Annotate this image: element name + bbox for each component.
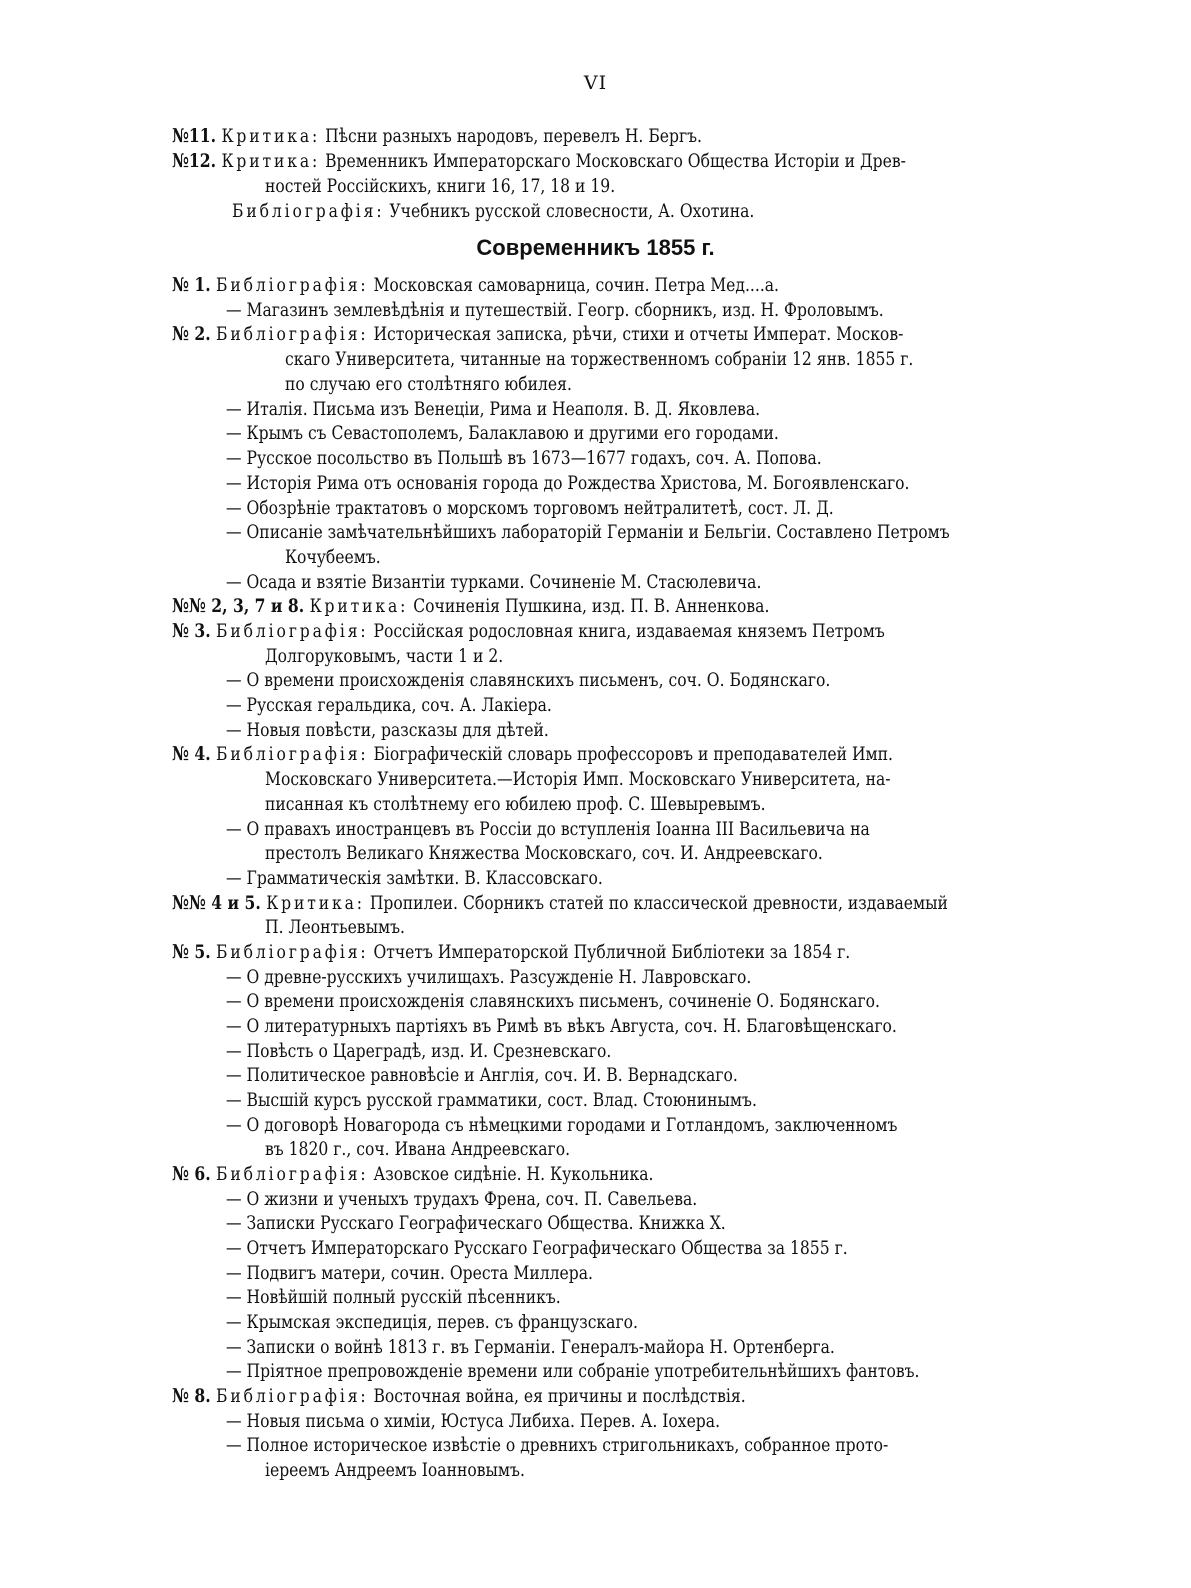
entry-text: Россійская родословная книга, издаваемая княземъ Петромъ	[368, 620, 885, 642]
entry-text: Историческая записка, рѣчи, стихи и отчеты Императ. Москов-	[368, 323, 904, 345]
entry-line	[226, 1088, 757, 1112]
entry-line	[265, 644, 503, 668]
entry-text: — Грамматическія замѣтки. В. Классовскаго.	[226, 867, 603, 889]
entry-line	[172, 1384, 746, 1408]
entry-line	[285, 545, 381, 569]
entry-text: — О времени происхожденія славянскихъ письменъ, соч. О. Бодянскаго.	[226, 669, 831, 691]
entry-line	[265, 1458, 525, 1482]
entry-line	[226, 298, 884, 322]
entry-line	[226, 1285, 561, 1309]
entry-text: Сочиненія Пушкина, изд. П. В. Анненкова.	[408, 595, 770, 617]
issue-number: №12.	[172, 150, 222, 172]
entry-line	[226, 570, 761, 594]
entry-line	[226, 989, 880, 1013]
entry-line	[265, 792, 766, 816]
entry-text: — О жизни и ученыхъ трудахъ Френа, соч. П. Савельева.	[226, 1188, 698, 1210]
entry-line	[226, 1236, 848, 1260]
entry-text: Азовское сидѣніе. Н. Кукольника.	[368, 1163, 654, 1185]
entry-line	[226, 1113, 897, 1137]
entry-text: престолъ Великаго Княжества Московскаго, соч. И. Андреевскаго.	[265, 842, 823, 864]
entry-text: — Русская геральдика, соч. А. Лакіера.	[226, 694, 552, 716]
issue-number: № 4.	[172, 743, 217, 765]
section-title: Современникъ 1855 г.	[476, 235, 715, 260]
category-label: Критика:	[221, 125, 321, 147]
entry-text: — Русское посольство въ Польшѣ въ 1673—1677 годахъ, соч. А. Попова.	[226, 447, 822, 469]
entry-line	[172, 940, 850, 964]
entry-line	[226, 397, 760, 421]
entry-text: скаго Университета, читанные на торжественномъ собраніи 12 янв. 1855 г.	[285, 348, 914, 370]
entry-text: Кочубеемъ.	[285, 546, 381, 568]
entry-text: Учебникъ русской словесности, А. Охотина.	[384, 200, 755, 222]
entry-line	[172, 124, 702, 148]
category-label: Библіографія:	[216, 323, 369, 345]
entry-text: Временникъ Императорскаго Московскаго Общества Исторіи и Древ-	[320, 150, 906, 172]
entry-text: Пропилеи. Сборникъ статей по классической древности, издаваемый	[364, 892, 948, 914]
entry-line	[226, 718, 549, 742]
entry-text: Московская самоварница, сочин. Петра Мед....а.	[368, 274, 780, 296]
entry-text: Долгоруковымъ, части 1 и 2.	[265, 645, 504, 667]
entry-text: — Пріятное препровожденіе времени или собраніе употребительнѣйшихъ фантовъ.	[226, 1360, 920, 1382]
issue-number: № 1.	[172, 274, 217, 296]
entry-text: — Записки о войнѣ 1813 г. въ Германіи. Генералъ-майора Н. Ортенберга.	[226, 1336, 835, 1358]
entry-text: — Обозрѣніе трактатовъ о морскомъ торговомъ нейтралитетѣ, сост. Л. Д.	[226, 497, 834, 519]
category-label: Библіографія:	[216, 620, 369, 642]
entry-line	[172, 149, 906, 173]
entry-line	[226, 520, 950, 544]
entry-line	[226, 1261, 593, 1285]
entry-text: Біографическій словарь профессоровъ и преподавателей Имп.	[368, 743, 893, 765]
entry-line	[172, 1162, 653, 1186]
entry-text: — О древне-русскихъ училищахъ. Разсужденіе Н. Лавровскаго.	[226, 966, 752, 988]
entry-line	[226, 471, 909, 495]
entry-line	[226, 421, 779, 445]
entry-text: — Повѣсть о Цареградѣ, изд. И. Срезневскаго.	[226, 1040, 612, 1062]
entry-line	[226, 668, 830, 692]
entry-text: Пѣсни разныхъ народовъ, перевелъ Н. Бергъ.	[320, 125, 703, 147]
entry-text: — Магазинъ землевѣдѣнія и путешествій. Геогр. сборникъ, изд. Н. Фроловымъ.	[226, 299, 884, 321]
entry-line	[172, 619, 885, 643]
entry-text: — Новыя повѣсти, разсказы для дѣтей.	[226, 719, 549, 741]
entry-line	[226, 1310, 638, 1334]
category-label: Библіографія:	[216, 274, 369, 296]
entry-line	[172, 891, 948, 915]
issue-number: № 8.	[172, 1385, 217, 1407]
entry-line	[226, 1211, 726, 1235]
entry-line	[265, 174, 615, 198]
issue-number: № 3.	[172, 620, 217, 642]
entry-text: — Полное историческое извѣстіе о древнихъ стригольникахъ, собранное прото-	[226, 1434, 889, 1456]
entry-line	[265, 841, 823, 865]
category-label: Библіографія:	[216, 941, 369, 963]
entry-text: — Высшій курсъ русской грамматики, сост. Влад. Стоюнинымъ.	[226, 1089, 757, 1111]
entry-text: — Описаніе замѣчательнѣйшихъ лабораторій Германіи и Бельгіи. Составлено Петромъ	[226, 521, 950, 543]
entry-text: Московскаго Университета.—Исторія Имп. Московскаго Университета, на-	[265, 768, 891, 790]
entry-text: — Политическое равновѣсіе и Англія, соч. И. В. Вернадскаго.	[226, 1064, 738, 1086]
entry-line	[226, 496, 834, 520]
entry-line	[265, 1137, 570, 1161]
entry-text: — Новѣйшій полный русскій пѣсенникъ.	[226, 1286, 561, 1308]
entry-line	[226, 817, 870, 841]
entry-line	[285, 347, 913, 371]
entry-text: въ 1820 г., соч. Ивана Андреевскаго.	[265, 1138, 571, 1160]
entry-text: — Крымъ съ Севастополемъ, Балаклавою и другими его городами.	[226, 422, 779, 444]
category-label: Критика:	[266, 892, 365, 914]
entry-line	[226, 1039, 611, 1063]
category-label: Библіографія:	[216, 1385, 369, 1407]
entry-line	[226, 965, 751, 989]
entry-line	[226, 446, 822, 470]
entry-text: Отчетъ Императорской Публичной Библіотеки за 1854 г.	[368, 941, 851, 963]
entry-text: Восточная война, ея причины и послѣдствія.	[368, 1385, 746, 1407]
entry-text: — Крымская экспедиція, перев. съ французскаго.	[226, 1311, 638, 1333]
entry-text: іереемъ Андреемъ Іоанновымъ.	[265, 1459, 525, 1481]
category-label: Библіографія:	[216, 1163, 369, 1185]
entry-text: — Подвигъ матери, сочин. Ореста Миллера.	[226, 1262, 593, 1284]
entry-text: — Записки Русскаго Географическаго Общества. Книжка X.	[226, 1212, 726, 1234]
entry-line	[172, 273, 779, 297]
entry-text: — О времени происхожденія славянскихъ письменъ, сочиненіе О. Бодянскаго.	[226, 990, 881, 1012]
entry-text: — Отчетъ Императорскаго Русскаго Географическаго Общества за 1855 г.	[226, 1237, 848, 1259]
entry-text: ностей Россійскихъ, книги 16, 17, 18 и 19.	[265, 175, 616, 197]
entry-line	[265, 915, 405, 939]
category-label: Библіографія:	[216, 743, 369, 765]
entry-text: — О договорѣ Новагорода съ нѣмецкими городами и Готландомъ, заключенномъ	[226, 1114, 898, 1136]
issue-number: №№ 2, 3, 7 и 8.	[172, 595, 310, 617]
entry-line	[172, 742, 893, 766]
entry-text: — О правахъ иностранцевъ въ Россіи до вступленія Іоанна III Васильевича на	[226, 818, 870, 840]
entry-text: — О литературныхъ партіяхъ въ Римѣ въ вѣкъ Августа, соч. Н. Благовѣщенскаго.	[226, 1015, 897, 1037]
page-number: VI	[583, 72, 608, 94]
issue-number: № 6.	[172, 1163, 217, 1185]
entry-line	[226, 1187, 697, 1211]
entry-text: — Исторія Рима отъ основанія города до Рождества Христова, М. Богоявленскаго.	[226, 472, 910, 494]
entry-line	[226, 1359, 919, 1383]
category-label: Библіографія:	[232, 200, 385, 222]
issue-number: №11.	[172, 125, 222, 147]
entry-text: — Осада и взятіе Византіи турками. Сочиненіе М. Стасюлевича.	[226, 571, 762, 593]
entry-text: П. Леонтьевымъ.	[265, 916, 405, 938]
issue-number: № 5.	[172, 941, 217, 963]
entry-line	[172, 322, 903, 346]
issue-number: №№ 4 и 5.	[172, 892, 267, 914]
issue-number: № 2.	[172, 323, 217, 345]
category-label: Критика:	[309, 595, 409, 617]
entry-line	[232, 199, 754, 223]
entry-text: — Италія. Письма изъ Венеціи, Рима и Неаполя. В. Д. Яковлева.	[226, 398, 761, 420]
entry-line	[226, 1335, 835, 1359]
entry-text: писанная къ столѣтнему его юбилею проф. С. Шевыревымъ.	[265, 793, 766, 815]
entry-line	[265, 767, 891, 791]
entry-text: по случаю его столѣтняго юбилея.	[285, 373, 572, 395]
entry-line	[226, 1433, 888, 1457]
entry-text: — Новыя письма о химіи, Юстуса Либиха. Перев. А. Іохера.	[226, 1410, 721, 1432]
entry-line	[226, 1409, 720, 1433]
entry-line	[172, 594, 769, 618]
entry-line	[226, 1014, 897, 1038]
category-label: Критика:	[221, 150, 321, 172]
entry-line	[285, 372, 572, 396]
entry-line	[226, 1063, 738, 1087]
entry-line	[226, 693, 552, 717]
entry-line	[226, 866, 603, 890]
